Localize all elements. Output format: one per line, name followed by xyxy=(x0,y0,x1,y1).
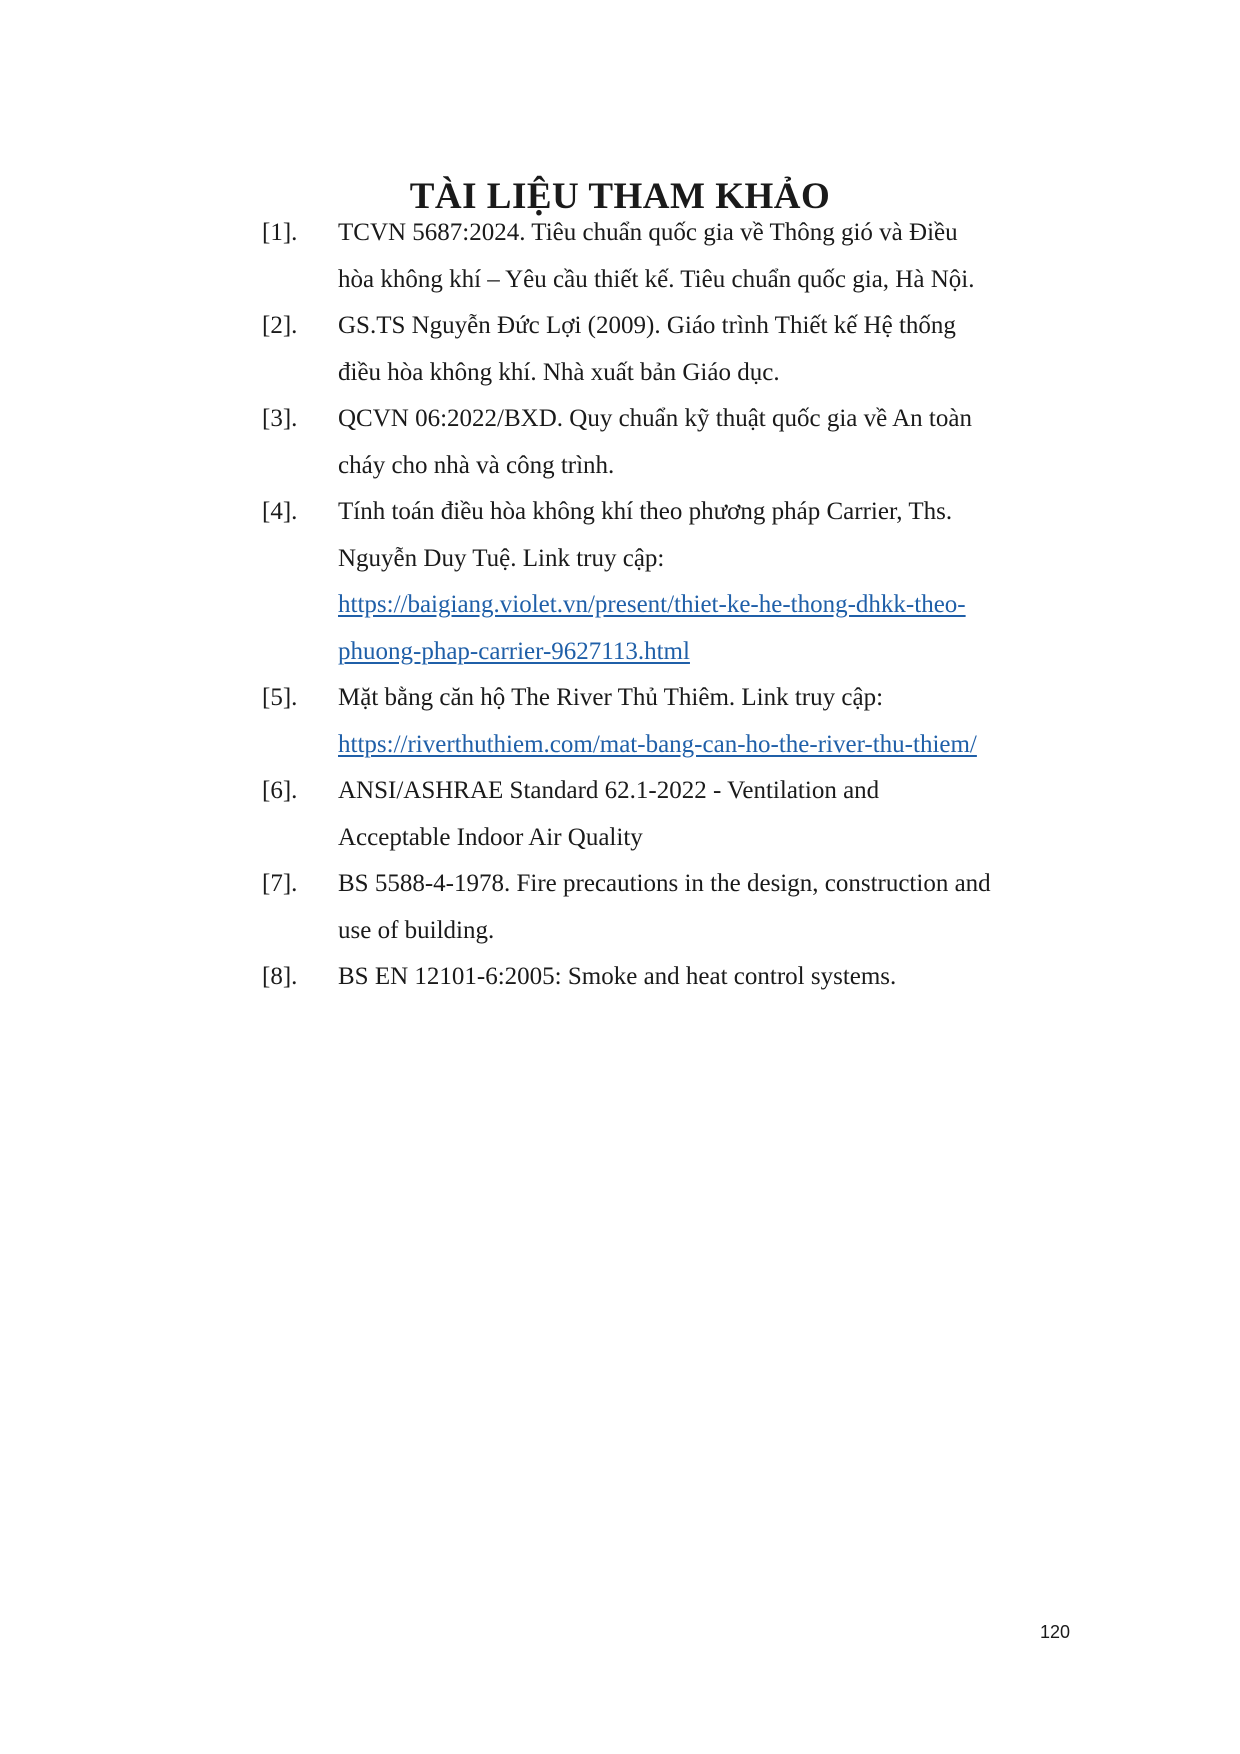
reference-text-line: BS 5588-4-1978. Fire precautions in the design, construction and xyxy=(338,870,991,897)
reference-list xyxy=(262,210,1062,1001)
page-number: 120 xyxy=(1039,1622,1070,1642)
reference-text-line: điều hòa không khí. Nhà xuất bản Giáo dục. xyxy=(338,358,780,386)
reference-number: [6]. xyxy=(262,777,298,804)
reference-item xyxy=(262,396,1062,489)
reference-link[interactable]: https://riverthuthiem.com/mat-bang-can-ho-the-river-thu-thiem/ xyxy=(338,730,977,758)
reference-text-line: Nguyễn Duy Tuệ. Link truy cập: xyxy=(338,544,665,572)
reference-text-line: Tính toán điều hòa không khí theo phương pháp Carrier, Ths. xyxy=(338,498,953,525)
reference-item xyxy=(262,303,1062,396)
reference-text-line: GS.TS Nguyễn Đức Lợi (2009). Giáo trình Thiết kế Hệ thống xyxy=(338,312,956,339)
reference-text xyxy=(338,396,1062,489)
reference-item xyxy=(262,210,1062,303)
reference-text-line: Mặt bằng căn hộ The River Thủ Thiêm. Link truy cập: xyxy=(338,684,884,711)
reference-text-line: TCVN 5687:2024. Tiêu chuẩn quốc gia về Thông gió và Điều xyxy=(338,219,958,246)
page-title: TÀI LIỆU THAM KHẢO xyxy=(409,175,831,217)
reference-item xyxy=(262,861,1062,954)
reference-text xyxy=(338,675,1062,768)
reference-item xyxy=(262,675,1062,768)
reference-text xyxy=(338,210,1062,303)
reference-text-line: Acceptable Indoor Air Quality xyxy=(338,823,643,851)
reference-item xyxy=(262,768,1062,861)
reference-item xyxy=(262,489,1062,675)
reference-number: [1]. xyxy=(262,219,298,246)
reference-text xyxy=(338,303,1062,396)
reference-number: [7]. xyxy=(262,870,298,897)
reference-number: [4]. xyxy=(262,498,298,525)
reference-item xyxy=(262,954,1062,1001)
reference-link[interactable]: https://baigiang.violet.vn/present/thiet-ke-he-thong-dhkk-theo- xyxy=(338,591,966,618)
reference-text-line: hòa không khí – Yêu cầu thiết kế. Tiêu chuẩn quốc gia, Hà Nội. xyxy=(338,265,975,293)
reference-text-line: BS EN 12101-6:2005: Smoke and heat control systems. xyxy=(338,963,897,990)
reference-number: [3]. xyxy=(262,405,298,432)
reference-text xyxy=(338,861,1062,954)
reference-text xyxy=(338,489,1062,675)
reference-text-line: cháy cho nhà và công trình. xyxy=(338,451,615,479)
reference-text xyxy=(338,768,1062,861)
reference-number: [5]. xyxy=(262,684,298,711)
reference-link[interactable]: phuong-phap-carrier-9627113.html xyxy=(338,637,690,665)
reference-text xyxy=(338,954,1062,1001)
reference-text-line: ANSI/ASHRAE Standard 62.1-2022 - Ventilation and xyxy=(338,777,880,804)
reference-number: [8]. xyxy=(262,963,298,990)
reference-text-line: QCVN 06:2022/BXD. Quy chuẩn kỹ thuật quốc gia về An toàn xyxy=(338,405,972,432)
reference-text-line: use of building. xyxy=(338,916,495,944)
reference-number: [2]. xyxy=(262,312,298,339)
